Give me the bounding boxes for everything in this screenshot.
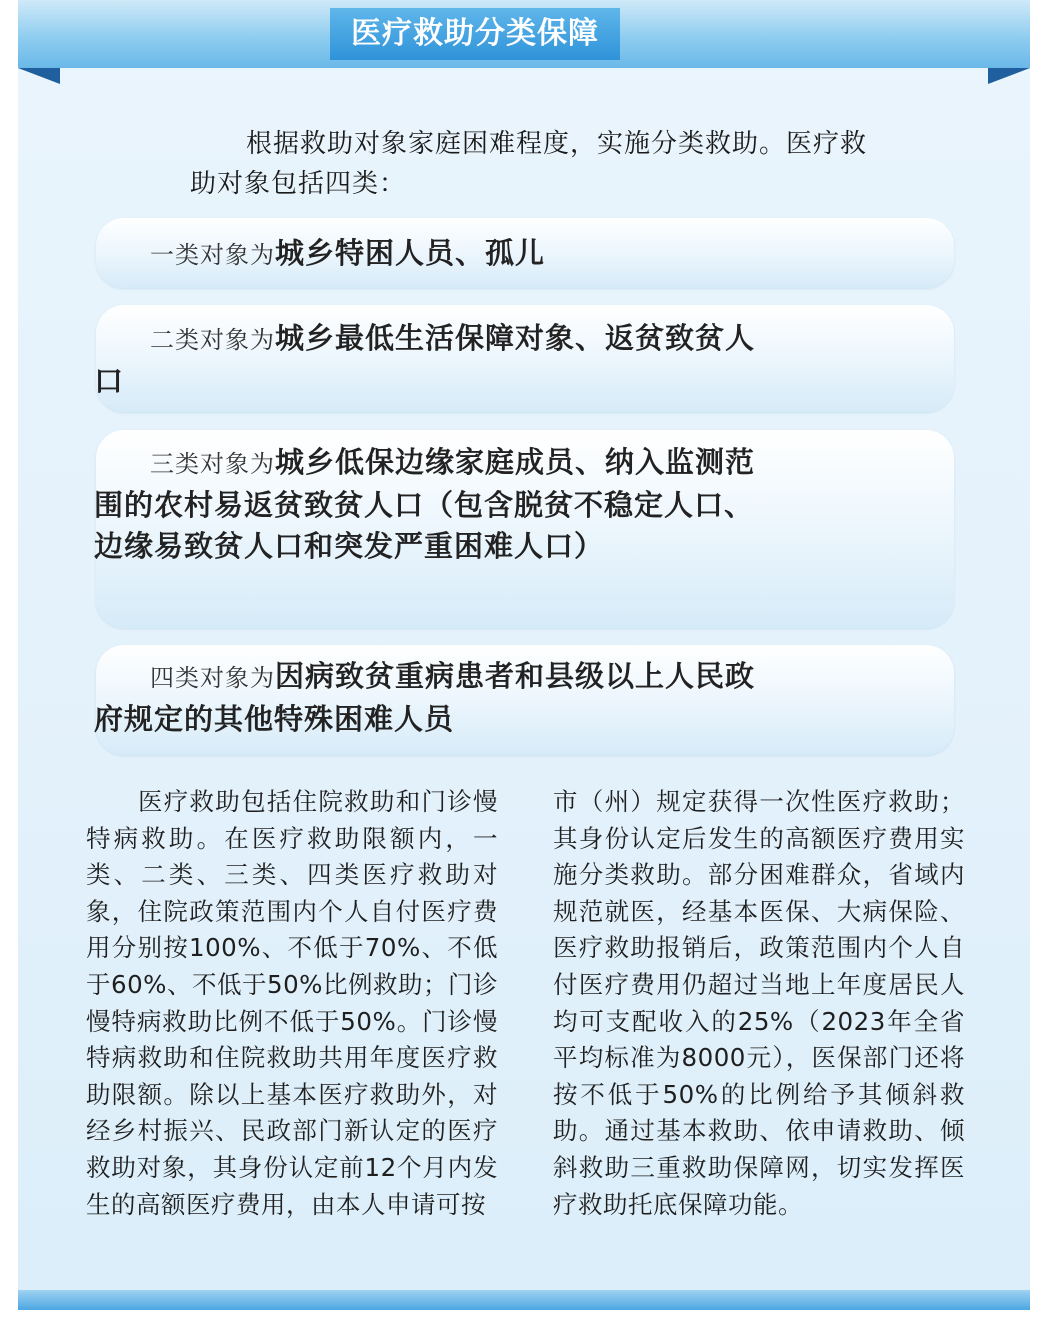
category-prefix: 三类对象为 bbox=[150, 450, 275, 478]
banner-fold-left bbox=[18, 68, 60, 84]
category-text-2 bbox=[94, 318, 764, 402]
category-prefix: 二类对象为 bbox=[150, 326, 275, 354]
category-content: 城乡最低生活保障对象、返贫致贫人口 bbox=[94, 321, 756, 398]
category-prefix: 四类对象为 bbox=[150, 664, 275, 692]
page-title: 医疗救助分类保障 bbox=[351, 16, 599, 51]
category-prefix: 一类对象为 bbox=[150, 241, 275, 269]
category-text-3 bbox=[94, 442, 764, 567]
body-column-right: 市（州）规定获得一次性医疗救助；其身份认定后发生的高额医疗费用实施分类救助。部分困难群众，省域内规范就医，经基本医保、大病保险、医疗救助报销后，政策范围内个人自付医疗费用仍超过当地上年度居民人均可支配收入的25%（2023年全省平均标准为8000元），医保部门还将按不低于50%的比例给予其倾斜救助。通过基本救助、依申请救助、倾斜救助三重救助保障网，切实发挥医疗救助托底保障功能。 bbox=[553, 787, 965, 1219]
category-content: 因病致贫重病患者和县级以上人民政府规定的其他特殊困难人员 bbox=[94, 659, 756, 736]
category-text-4 bbox=[94, 656, 764, 740]
body-column-left: 医疗救助包括住院救助和门诊慢特病救助。在医疗救助限额内，一类、二类、三类、四类医疗救助对象，住院政策范围内个人自付医疗费用分别按100%、不低于70%、不低于60%、不低于50%比例救助；门诊慢特病救助比例不低于50%。门诊慢特病救助和住院救助共用年度医疗救助限额。除以上基本医疗救助外，对经乡村振兴、民政部门新认定的医疗救助对象，其身份认定前12个月内发生的高额医疗费用，由本人申请可按 bbox=[86, 787, 498, 1219]
footer-bar bbox=[18, 1290, 1030, 1310]
category-content: 城乡低保边缘家庭成员、纳入监测范围的农村易返贫致贫人口（包含脱贫不稳定人口、边缘易致贫人口和突发严重困难人口） bbox=[94, 445, 756, 563]
intro-paragraph: 根据救助对象家庭困难程度，实施分类救助。医疗救助对象包括四类： bbox=[190, 129, 868, 199]
banner-fold-right bbox=[988, 68, 1030, 84]
category-content: 城乡特困人员、孤儿 bbox=[275, 236, 546, 270]
category-text-1 bbox=[94, 233, 764, 276]
